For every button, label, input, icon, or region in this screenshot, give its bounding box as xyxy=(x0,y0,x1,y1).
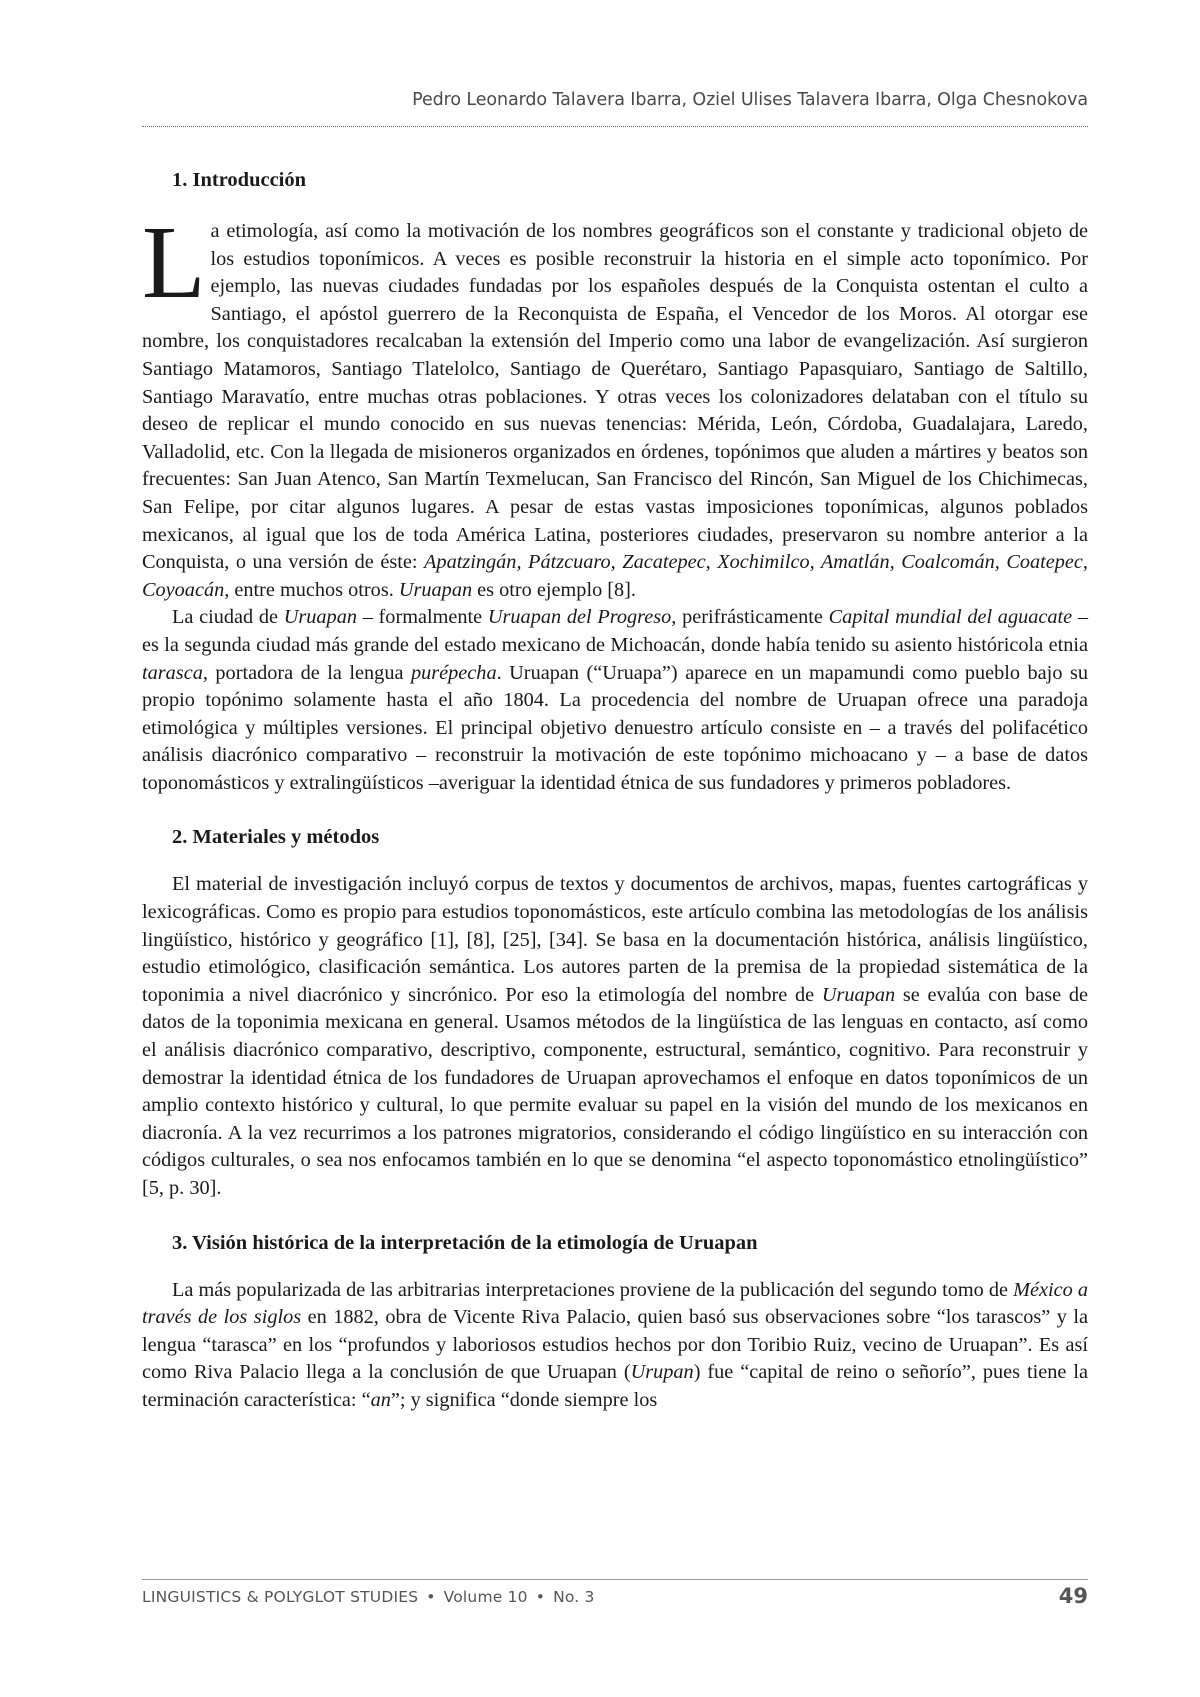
header-divider xyxy=(142,126,1088,127)
journal-separator: • xyxy=(426,1588,436,1606)
journal-name: LINGUISTICS & POLYGLOT STUDIES xyxy=(142,1588,419,1606)
running-head-authors: Pedro Leonardo Talavera Ibarra, Oziel Ulises Talavera Ibarra, Olga Chesnokova xyxy=(412,90,1088,110)
journal-separator: • xyxy=(535,1588,546,1606)
journal-volume: Volume 10 xyxy=(443,1588,528,1606)
page-number: 49 xyxy=(1058,1584,1088,1608)
journal-issue: No. 3 xyxy=(553,1588,595,1606)
footer-divider xyxy=(142,1579,1088,1580)
section-heading-methods: 2. Materiales y métodos xyxy=(172,826,380,849)
drop-cap: L xyxy=(142,205,206,320)
intro-paragraph-1: La etimología, así como la motivación de los nombres geográficos son el constante y tradicional objeto de los estudios toponímicos. A veces es posible reconstruir la historia en el simple acto toponímico. Por ejemplo, las nuevas ciudades fundadas por los españoles después de la Conquista ostentan el culto a Santiago, el apóstol guerrero de la Reconquista de España, el Vencedor de los Moros. Al otorgar ese nombre, los conquistadores recalcaban la extensión del Imperio como una labor de evangelización. Así surgieron Santiago Matamoros, Santiago Tlatelolco, Santiago de Querétaro, Santiago Papasquiaro, Santiago de Saltillo, Santiago Maravatío, entre muchas otras poblaciones. Y otras veces los colonizadores delataban con el título su deseo de replicar el mundo conocido en sus nuevas tenencias: Mérida, León, Córdoba, Guadalajara, Laredo, Valladolid, etc. Con la llegada de misioneros organizados en órdenes, topónimos que aluden a mártires y beatos son frecuentes: San Juan Atenco, San Martín Texmelucan, San Francisco del Rincón, San Miguel de los Chichimecas, San Felipe, por citar algunos lugares. A pesar de estas vastas imposiciones toponímicas, algunos poblados mexicanos, al igual que los de toda América Latina, posteriores ciudades, preservaron su nombre anterior a la Conquista, o una versión de éste: Apatzingán, Pátzcuaro, Zacatepec, Xochimilco, Amatlán, Coalcomán, Coatepec, Coyoacán, entre muchos otros. Uruapan es otro ejemplo [8]. xyxy=(142,205,1088,601)
article-body xyxy=(142,166,1088,1415)
section-heading-history: 3. Visión histórica de la interpretación de la etimología de Uruapan xyxy=(172,1231,758,1254)
section-heading-introduction: 1. Introducción xyxy=(172,169,307,191)
history-paragraph-1: La más popularizada de las arbitrarias interpretaciones proviene de la publicación del segundo tomo de México a través de los siglos en 1882, obra de Vicente Riva Palacio, quien basó sus observaciones sobre “los tarascos” y la lengua “tarasca” en los “profundos y laboriosos estudios hechos por don Toribio Ruiz, vecino de Uruapan”. Es así como Riva Palacio llega a la conclusión de que Uruapan (Urupan) fue “capital de reino o señorío”, pues tiene la terminación característica: “an”; y significa “donde siempre los xyxy=(142,1278,1089,1411)
methods-paragraph-1: El material de investigación incluyó corpus de textos y documentos de archivos, mapas, fuentes cartográficas y lexicográficas. Como es propio para estudios toponomásticos, este artículo combina las metodologías de los análisis lingüístico, histórico y geográfico [1], [8], [25], [34]. Se basa en la documentación histórica, análisis lingüístico, estudio etimológico, clasificación semántica. Los autores parten de la premisa de la propiedad sistemática de la toponimia a nivel diacrónico y sincrónico. Por eso la etimología del nombre de Uruapan se evalúa con base de datos de la toponimia mexicana en general. Usamos métodos de la lingüística de las lenguas en contacto, así como el análisis diacrónico comparativo, descriptivo, componente, estructural, semántico, cognitivo. Para reconstruir y demostrar la identidad étnica de los fundadores de Uruapan aprovechamos el enfoque en datos toponímicos de un amplio contexto histórico y cultural, lo que permite evaluar su papel en la visión del mundo de los mexicanos en diacronía. A la vez recurrimos a los patrones migratorios, considerando el código lingüístico en su interacción con códigos culturales, o sea nos enfocamos también en lo que se denomina “el aspecto toponomástico etnolingüístico” [5, p. 30]. xyxy=(142,873,1088,1199)
journal-info xyxy=(142,1588,595,1606)
intro-paragraph-2: La ciudad de Uruapan – formalmente Uruapan del Progreso, perifrásticamente Capital mundial del aguacate – es la segunda ciudad más grande del estado mexicano de Michoacán, donde había tenido su asiento históricola etnia tarasca, portadora de la lengua purépecha. Uruapan (“Uruapa”) aparece en un mapamundi como pueblo bajo su propio topónimo solamente hasta el año 1804. La procedencia del nombre de Uruapan ofrece una paradoja etimológica y múltiples versiones. El principal objetivo denuestro artículo consiste en – a través del polifacético análisis diacrónico comparativo – reconstruir la motivación de este topónimo michoacano y – a base de datos toponomásticos y extralingüísticos –averiguar la identidad étnica de sus fundadores y primeros pobladores. xyxy=(142,606,1089,794)
